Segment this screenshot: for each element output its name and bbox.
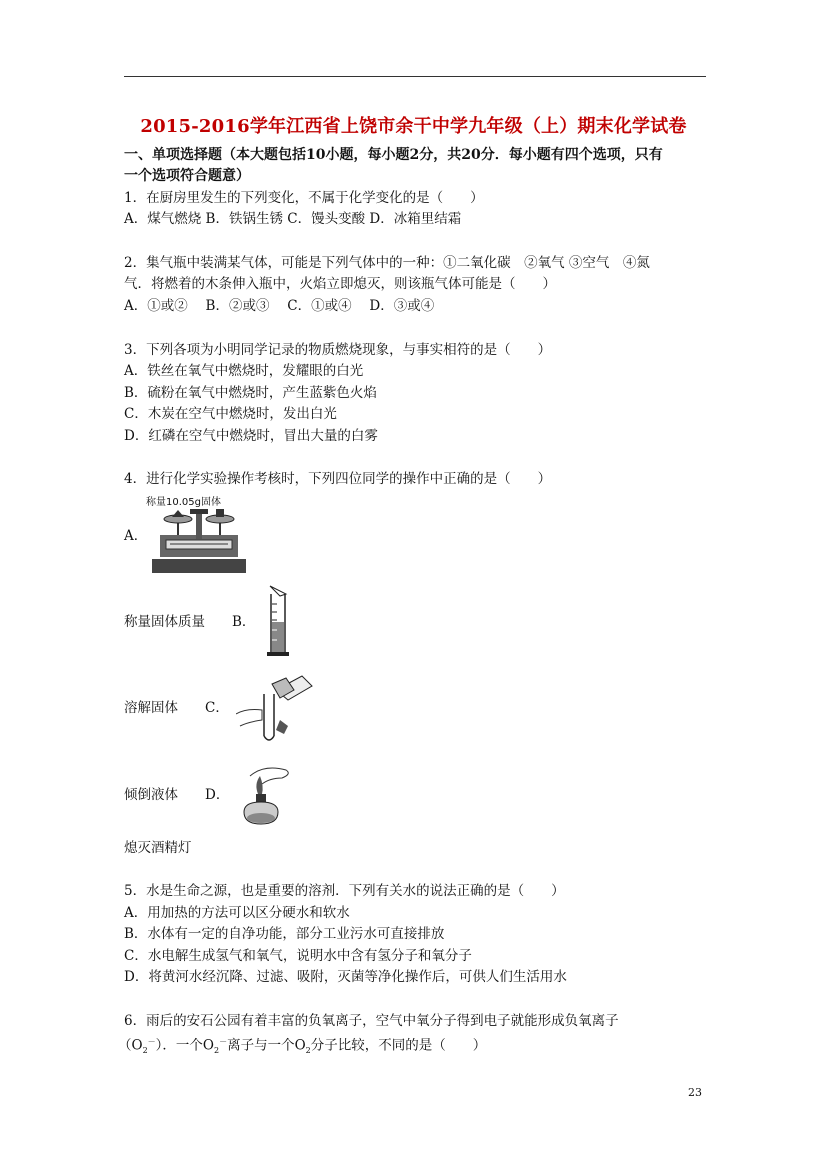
q1-options: A．煤气燃烧 B．铁锅生锈 C．馒头变酸 D．冰箱里结霜 <box>124 211 462 227</box>
q6-sup-2: － <box>219 1037 228 1046</box>
header-rule <box>124 76 706 77</box>
q3-option-b: B．硫粉在氧气中燃烧时，产生蓝紫色火焰 <box>124 385 377 401</box>
q6-part-a: （O <box>118 1037 143 1054</box>
q3-option-a: A．铁丝在氧气中燃烧时，发耀眼的白光 <box>124 363 364 379</box>
q5-option-b: B．水体有一定的自净功能，部分工业污水可直接排放 <box>124 926 445 942</box>
q6-sub-3: 2 <box>305 1046 311 1056</box>
section-heading-line2: 一个选项符合题意） <box>124 168 250 184</box>
q2-stem-line1: 2．集气瓶中装满某气体，可能是下列气体中的一种：①二氧化碳 ②氧气 ③空气 ④氮 <box>124 255 650 271</box>
q2-options: A．①或② B．②或③ C．①或④ D．③或④ <box>124 298 435 314</box>
q6-part-d: 分子比较，不同的是（ ） <box>310 1037 487 1054</box>
q1-stem: 1．在厨房里发生的下列变化，不属于化学变化的是（ ） <box>124 190 484 206</box>
q4-label-a: A． <box>124 528 148 544</box>
balance-icon <box>146 493 250 575</box>
q4-line-c: 溶解固体 C． <box>124 700 229 716</box>
q4-line-d: 倾倒液体 D． <box>124 787 230 803</box>
pouring-test-tube-icon <box>236 670 316 746</box>
q6-sub-2: 2 <box>214 1046 220 1056</box>
q6-stem-line2 <box>118 1033 486 1060</box>
q4-caption-d: 熄灭酒精灯 <box>124 840 192 856</box>
q4-line-b: 称量固体质量 B． <box>124 614 256 630</box>
section-heading-line1: 一、单项选择题（本大题包括10小题，每小题2分，共20分．每小题有四个选项，只有 <box>124 147 663 163</box>
page-number: 23 <box>688 1086 702 1099</box>
q2-stem-line2: 气．将燃着的木条伸入瓶中，火焰立即熄灭，则该瓶气体可能是（ ） <box>124 276 556 292</box>
graduated-cylinder-icon <box>264 584 294 658</box>
q6-stem-line1: 6．雨后的安石公园有着丰富的负氧离子，空气中氧分子得到电子就能形成负氧离子 <box>124 1013 619 1029</box>
q5-stem: 5．水是生命之源，也是重要的溶剂．下列有关水的说法正确的是（ ） <box>124 883 565 899</box>
q3-stem: 3．下列各项为小明同学记录的物质燃烧现象，与事实相符的是（ ） <box>124 342 552 358</box>
q6-sub-1: 2 <box>142 1046 148 1056</box>
alcohol-lamp-icon <box>234 760 296 828</box>
q6-part-b: ）．一个O <box>155 1037 214 1054</box>
q5-option-d: D．将黄河水经沉降、过滤、吸附，灭菌等净化操作后，可供人们生活用水 <box>124 969 567 985</box>
q6-part-c: 离子与一个O <box>227 1037 306 1054</box>
balance-figure <box>146 493 250 575</box>
q3-option-c: C．木炭在空气中燃烧时，发出白光 <box>124 406 337 422</box>
q5-option-a: A．用加热的方法可以区分硬水和软水 <box>124 905 350 921</box>
q3-option-d: D．红磷在空气中燃烧时，冒出大量的白雾 <box>124 428 378 444</box>
page-title: 2015-2016学年江西省上饶市余干中学九年级（上）期末化学试卷 <box>140 116 687 137</box>
q5-option-c: C．水电解生成氢气和氧气，说明水中含有氢分子和氧分子 <box>124 948 472 964</box>
q6-sup-1: － <box>147 1037 156 1046</box>
q4-stem: 4．进行化学实验操作考核时，下列四位同学的操作中正确的是（ ） <box>124 471 552 487</box>
balance-figure-caption: 称量10.05g固体 <box>146 497 221 508</box>
